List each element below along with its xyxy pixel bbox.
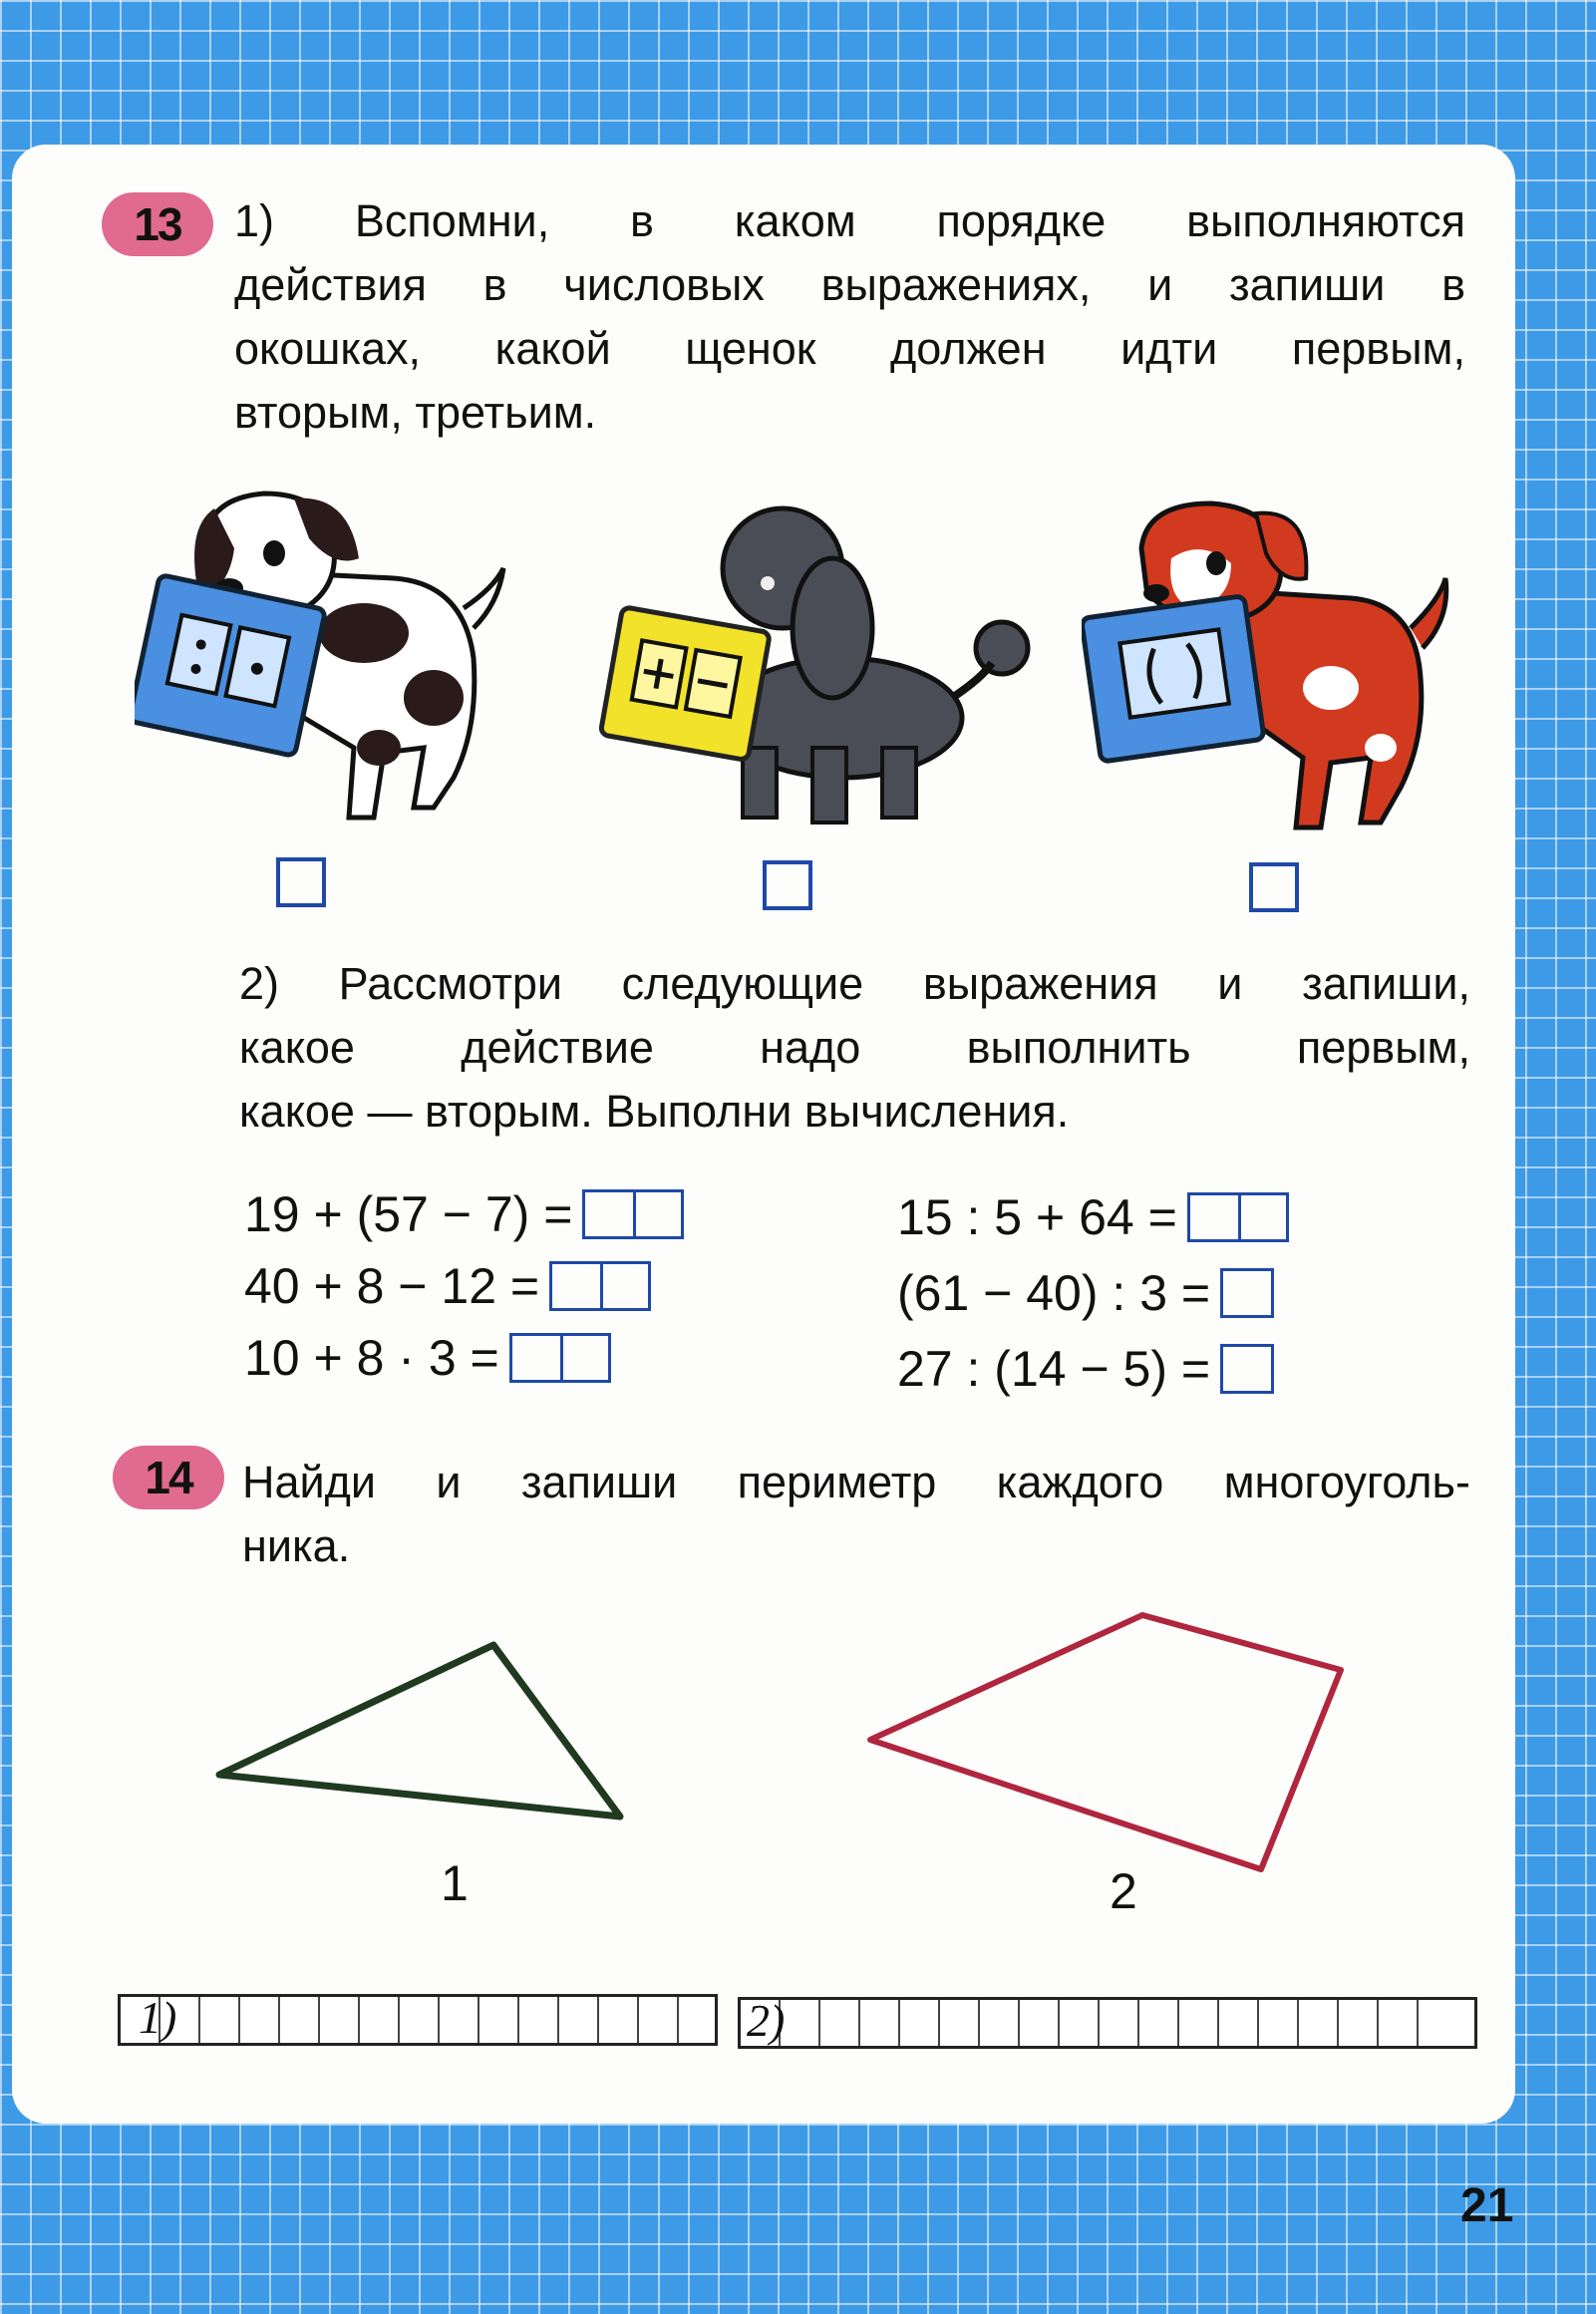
- text-line: какое действие надо выполнить первым,: [239, 1022, 1470, 1073]
- order-box-dog-3[interactable]: [1249, 862, 1299, 912]
- expression-row: [897, 1334, 1274, 1404]
- expression-text: 27 : (14 − 5) =: [897, 1341, 1211, 1397]
- text-line: 2) Рассмотри следующие выражения и запиши,: [239, 958, 1470, 1009]
- expression-row: [244, 1179, 684, 1249]
- answer-box-2-digit[interactable]: [509, 1333, 611, 1383]
- figure-2-label: 2: [1110, 1863, 1137, 1919]
- expression-row: [897, 1258, 1274, 1328]
- text-line: Найди и запиши периметр каждого многоуголь-: [242, 1457, 1470, 1507]
- exercise-13-part1-text: [234, 189, 1465, 445]
- text-line: 1) Вспомни, в каком порядке выполняются: [234, 195, 1465, 246]
- text-line: вторым, третьим.: [234, 387, 597, 438]
- expression-text: 10 + 8 · 3 =: [244, 1330, 499, 1386]
- exercise-14-badge: 14: [113, 1446, 224, 1509]
- expression-text: 19 + (57 − 7) =: [244, 1186, 573, 1242]
- answer-2-label: 2): [747, 1995, 786, 2046]
- text-line: ника.: [242, 1520, 351, 1571]
- answer-1-label: 1): [139, 1992, 177, 2043]
- expression-row: [244, 1251, 651, 1321]
- expression-row: [244, 1323, 611, 1393]
- exercise-14-text: [242, 1451, 1470, 1578]
- figure-1-label: 1: [441, 1855, 469, 1911]
- answer-box-1-digit[interactable]: [1220, 1344, 1274, 1394]
- order-box-dog-2[interactable]: [763, 860, 812, 910]
- expression-row: [897, 1182, 1289, 1252]
- expression-text: 40 + 8 − 12 =: [244, 1258, 540, 1314]
- text-line: какое — вторым. Выполни вычисления.: [239, 1086, 1070, 1137]
- answer-strip-2[interactable]: [738, 1997, 1477, 2049]
- expression-text: (61 − 40) : 3 =: [897, 1265, 1211, 1321]
- answer-box-2-digit[interactable]: [1187, 1192, 1289, 1242]
- answer-box-1-digit[interactable]: [1220, 1268, 1274, 1318]
- exercise-13-badge: 13: [102, 192, 213, 256]
- text-line: окошках, какой щенок должен идти первым,: [234, 323, 1465, 374]
- red-dog-illustration: [1082, 489, 1460, 847]
- order-box-dog-1[interactable]: [276, 857, 326, 907]
- text-line: действия в числовых выражениях, и запиши в: [234, 259, 1465, 310]
- poodle-illustration: [583, 498, 1042, 837]
- exercise-13-part2-text: [239, 952, 1470, 1144]
- expression-text: 15 : 5 + 64 =: [897, 1189, 1177, 1245]
- answer-box-2-digit[interactable]: [549, 1261, 651, 1311]
- page-number: 21: [1460, 2179, 1514, 2232]
- answer-box-2-digit[interactable]: [582, 1189, 684, 1239]
- spotted-dog-illustration: [135, 479, 513, 837]
- answer-strip-1[interactable]: [118, 1994, 718, 2046]
